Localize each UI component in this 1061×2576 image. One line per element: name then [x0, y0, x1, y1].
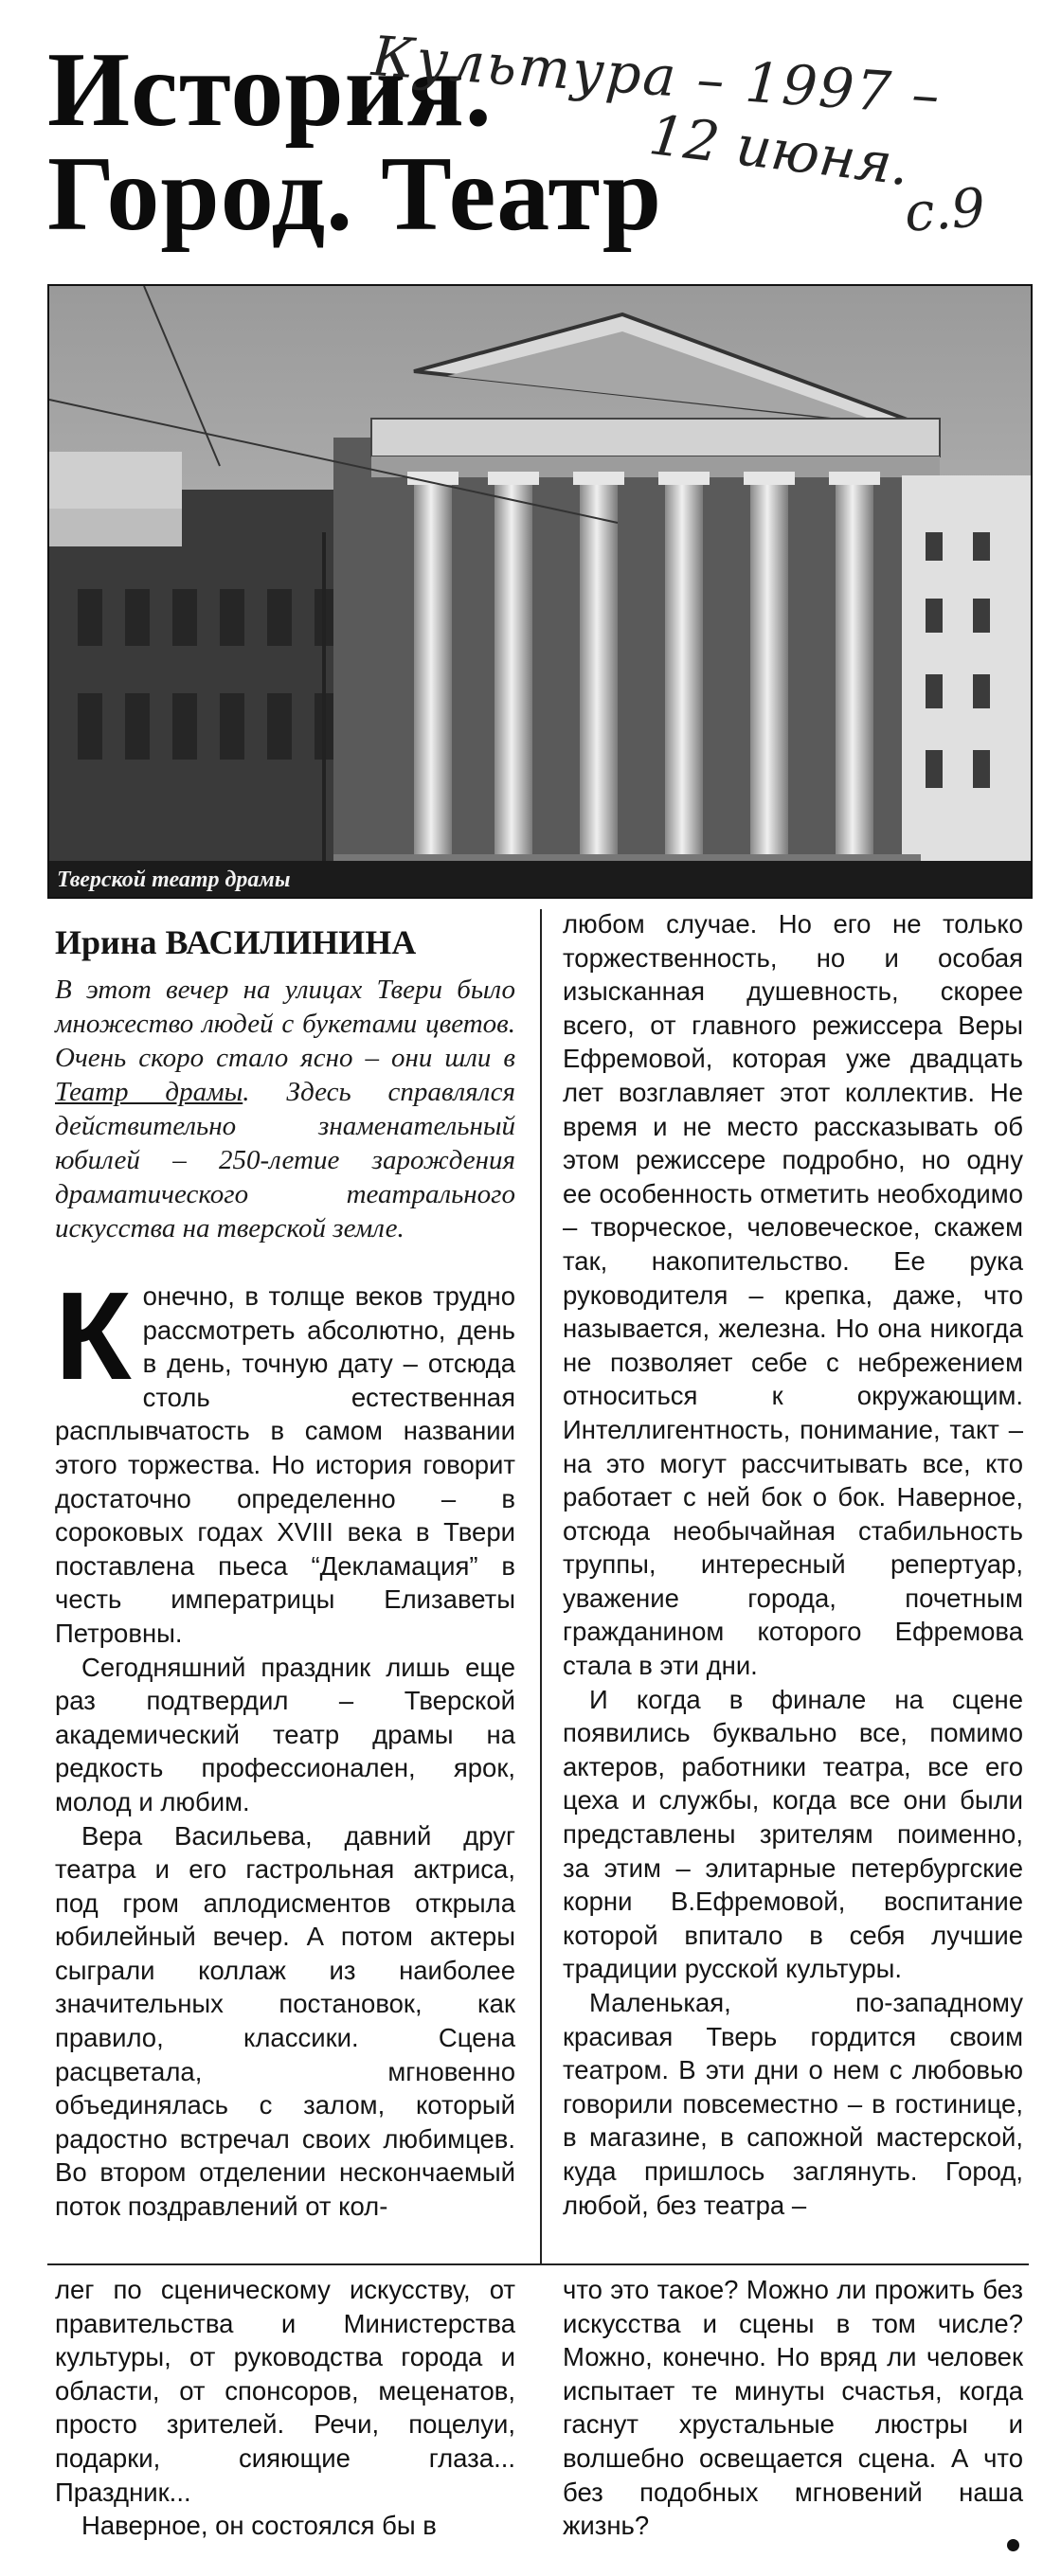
bottom-section-rule — [47, 2263, 1029, 2265]
headline-line-1: История. — [47, 31, 493, 149]
body-paragraph-8: Маленькая, по-западному красивая Тверь гордится своим театром. В эти дни о нем с любовью говорили повсеместно – в гостинице, в магазине, в сапожной мастерской, куда пришлось заглянуть. Город, любой, без театра – — [563, 1988, 1023, 2220]
theatre-building-illustration — [49, 286, 1031, 897]
body-paragraph-4: лег по сценическому искусству, от правительства и Министерства культуры, от руководства города и области, от спонсоров, меценатов, просто зрителей. Речи, поцелуи, подарки, сияющие глаза... Праздник... — [55, 2275, 515, 2507]
right-column — [563, 907, 1023, 2222]
photo-caption: Тверской театр драмы — [57, 868, 291, 892]
handwritten-note-line-2: 12 июня. — [645, 102, 913, 199]
body-paragraph-7: И когда в финале на сцене появились буквально все, помимо актеров, работники театра, все его цеха и службы, когда все они были представлены зрителям поименно, за этим – элитарные петербургские корни В.Ефремовой, воспитание которой впитало в себя лучшие традиции русской культуры. — [563, 1684, 1023, 1984]
bottom-left-column — [55, 2273, 515, 2543]
drop-cap: К — [55, 1266, 132, 1405]
lead-paragraph — [55, 973, 515, 1245]
headline-line-2: Город. Театр — [47, 135, 663, 253]
end-of-article-mark — [1007, 2539, 1019, 2551]
handwritten-note-line-1: Культура – 1997 – — [369, 24, 944, 128]
lead-text-start: В этот вечер на улицах Твери было множество людей с букетами цветов. Очень скоро стало ясно – они шли в — [55, 975, 515, 1073]
bottom-right-column — [563, 2273, 1023, 2543]
body-paragraph-1-text: онечно, в толще веков трудно рассмотреть абсолютно, день в день, точную дату – отсюда столь естественная расплывчатость в самом названии этого торжества. Но история говорит достаточно определенно – в сороковых годах XVIII века в Твери поставлена пьеса “Декламация” в честь императрицы Елизаветы Петровны. — [55, 1281, 515, 1648]
handwritten-note-line-3: с.9 — [902, 177, 987, 244]
body-paragraph-6: любом случае. Но его не только торжественность, но и особая изысканная душевность, скорее всего, от главного режиссера Веры Ефремовой, которая уже двадцать лет возглавляет этот коллектив. Не время и не место рассказывать об этом режиссере подробно, но одну ее особенность отметить необходимо – творческое, человеческое, скажем так, накопительство. Ее рука руководителя – крепка, даже, что называется, железна. Но она никогда не позволяет себе с небрежением относиться к окружающим. Интеллигентность, понимание, такт – на это могут рассчитывать все, кто работает с ней бок о бок. Наверное, отсюда необычайная стабильность труппы, интересный репертуар, уважение города, почетным гражданином которого Ефремова стала в эти дни. — [563, 909, 1023, 1681]
body-paragraph-3: Вера Васильева, давний друг театра и его гастрольная актриса, под гром аплодисментов открыла юбилейный вечер. А потом актеры сыграли коллаж из наиболее значительных постановок, как правило, классики. Сцена расцветала, мгновенно объединялась с залом, который радостно встречал своих любимцев. Во втором отделении нескончаемый поток поздравлений от кол- — [55, 1820, 515, 2222]
theatre-photo — [47, 284, 1033, 899]
body-paragraph-2: Сегодняшний праздник лишь еще раз подтвердил – Тверской академический театр драмы на редкость профессионален, ярок, молод и любим. — [55, 1652, 515, 1816]
lead-text-end: . Здесь справлялся действительно знаменательный юбилей – 250-летие зарождения драматического театрального искусства на тверской земле. — [55, 1077, 515, 1243]
body-paragraph-1 — [55, 1266, 515, 1651]
byline: Ирина ВАСИЛИНИНА — [55, 923, 417, 961]
lead-underlined-text: Театр драмы — [55, 1077, 243, 1107]
column-divider — [540, 909, 542, 2263]
left-column — [55, 914, 515, 2224]
body-paragraph-5: Наверное, он состоялся бы в — [81, 2511, 437, 2541]
body-paragraph-9: что это такое? Можно ли прожить без искусства и сцены в том числе? Можно, конечно. Но вряд ли человек испытает те минуты счастья, когда гаснут хрустальные люстры и волшебно освещается сцена. А что без подобных мгновений наша жизнь? — [563, 2275, 1023, 2541]
